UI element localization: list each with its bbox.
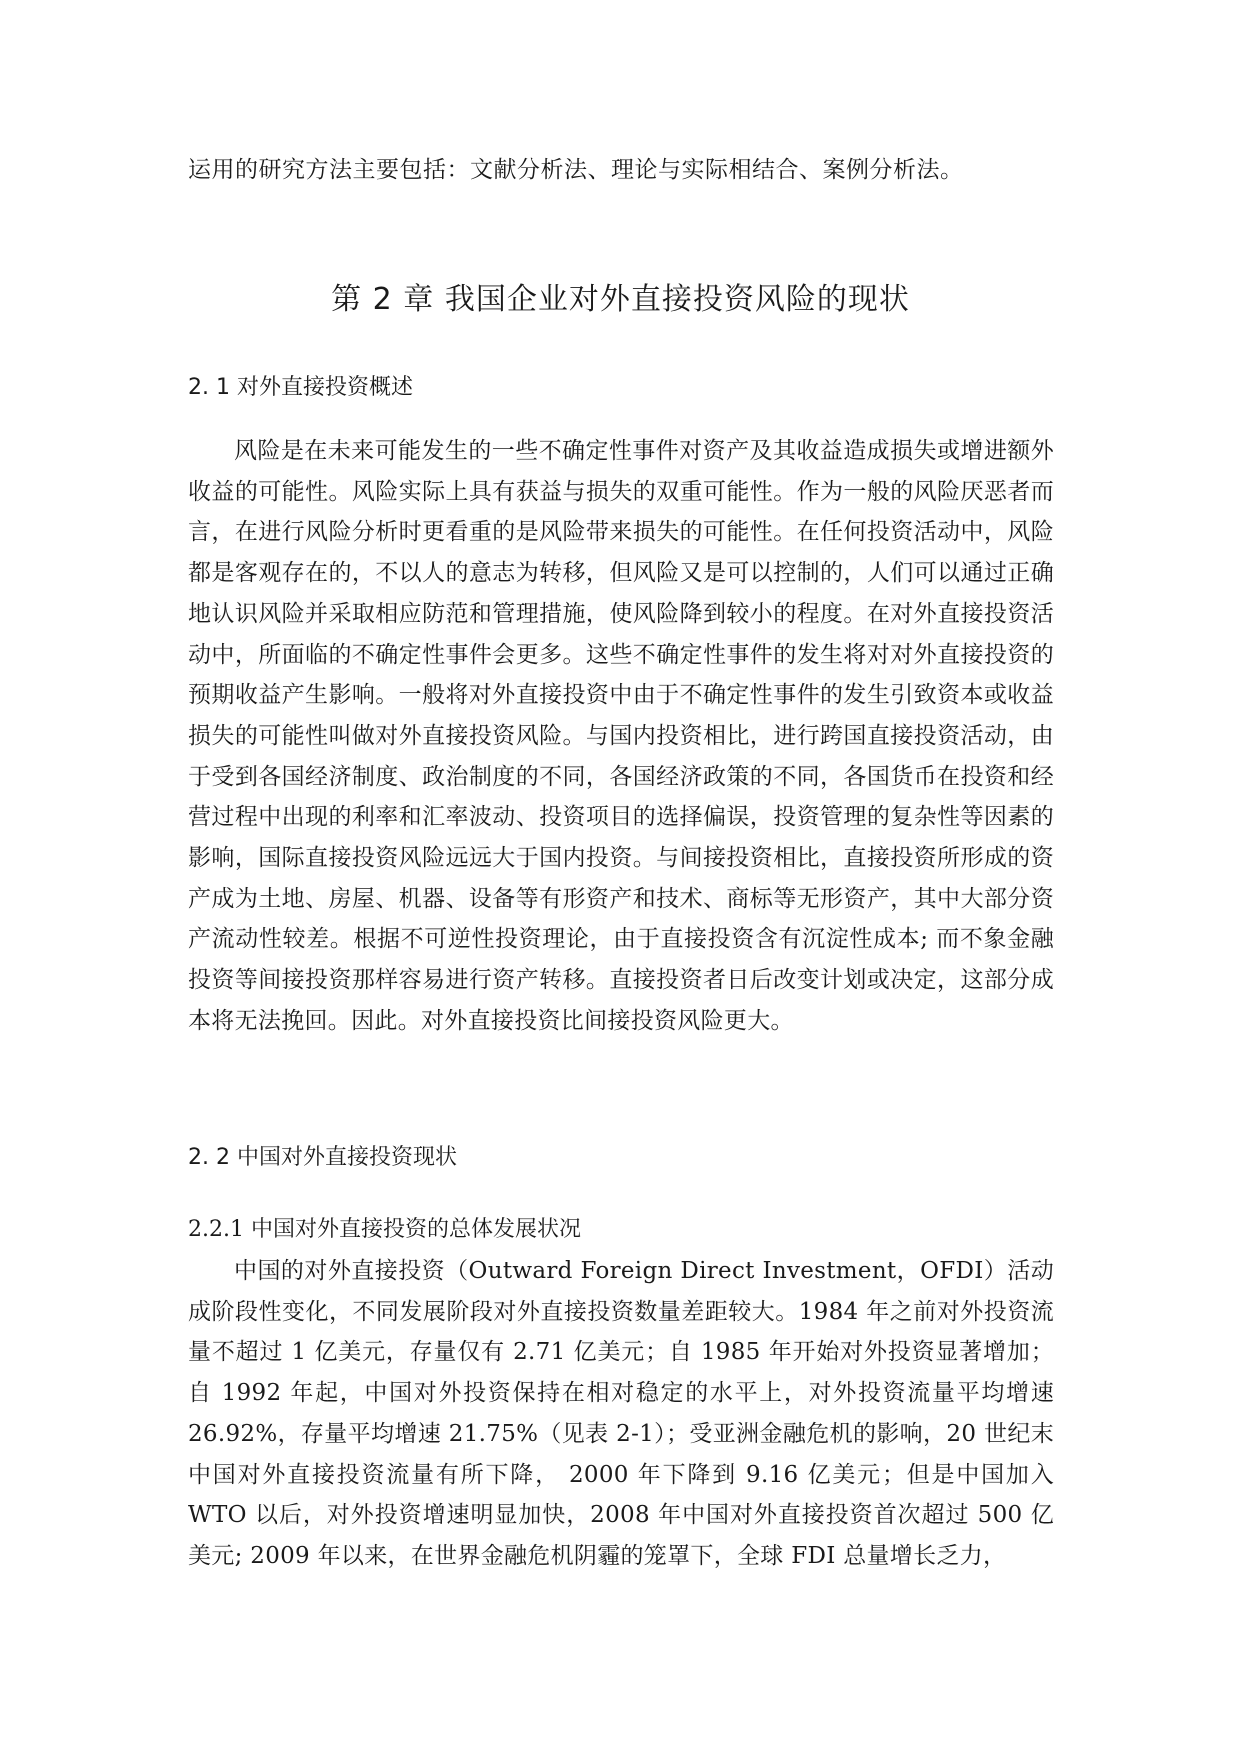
section-heading-2-2: 2. 2 中国对外直接投资现状 bbox=[188, 1145, 457, 1170]
lead-paragraph-line: 运用的研究方法主要包括：文献分析法、理论与实际相结合、案例分析法。 bbox=[188, 157, 964, 183]
subsection-heading-2-2-1: 2.2.1 中国对外直接投资的总体发展状况 bbox=[188, 1217, 581, 1242]
chapter-title: 第 2 章 我国企业对外直接投资风险的现状 bbox=[331, 282, 910, 317]
risk-overview-paragraph: 风险是在未来可能发生的一些不确定性事件对资产及其收益造成损失或增进额外收益的可能性。风险实际上具有获益与损失的双重可能性。作为一般的风险厌恶者而言，在进行风险分析时更看重的是风险带来损失的可能性。在任何投资活动中，风险都是客观存在的，不以人的意志为转移，但风险又是可以控制的，人们可以通过正确地认识风险并采取相应防范和管理措施，使风险降到较小的程度。在对外直接投资活动中，所面临的不确定性事件会更多。这些不确定性事件的发生将对对外直接投资的预期收益产生影响。一般将对外直接投资中由于不确定性事件的发生引致资本或收益损失的可能性叫做对外直接投资风险。与国内投资相比，进行跨国直接投资活动，由于受到各国经济制度、政治制度的不同，各国经济政策的不同，各国货币在投资和经营过程中出现的利率和汇率波动、投资项目的选择偏误，投资管理的复杂性等因素的影响，国际直接投资风险远远大于国内投资。与间接投资相比，直接投资所形成的资产成为土地、房屋、机器、设备等有形资产和技术、商标等无形资产，其中大部分资产流动性较差。根据不可逆性投资理论，由于直接投资含有沉淀性成本; 而不象金融投资等间接投资那样容易进行资产转移。直接投资者日后改变计划或决定，这部分成本将无法挽回。因此。对外直接投资比间接投资风险更大。 bbox=[188, 438, 1054, 1034]
section-heading-2-1: 2. 1 对外直接投资概述 bbox=[188, 375, 413, 400]
ofdi-development-paragraph: 中国的对外直接投资（Outward Foreign Direct Investment，OFDI）活动成阶段性变化，不同发展阶段对外直接投资数量差距较大。1984 年之前对外投资流量不超过 1 亿美元，存量仅有 2.71 亿美元；自 1985 年开始对外投资显著增加；自 1992 年起，中国对外投资保持在相对稳定的水平上，对外投资流量平均增速 26.92%，存量平均增速 21.75%（见表 2-1）；受亚洲金融危机的影响，20 世纪末中国对外直接投资流量有所下降， 2000 年下降到 9.16 亿美元；但是中国加入 WTO 以后，对外投资增速明显加快，2008 年中国对外直接投资首次超过 500 亿美元; 2009 年以来，在世界金融危机阴霾的笼罩下，全球 FDI 总量增长乏力， bbox=[188, 1258, 1054, 1569]
